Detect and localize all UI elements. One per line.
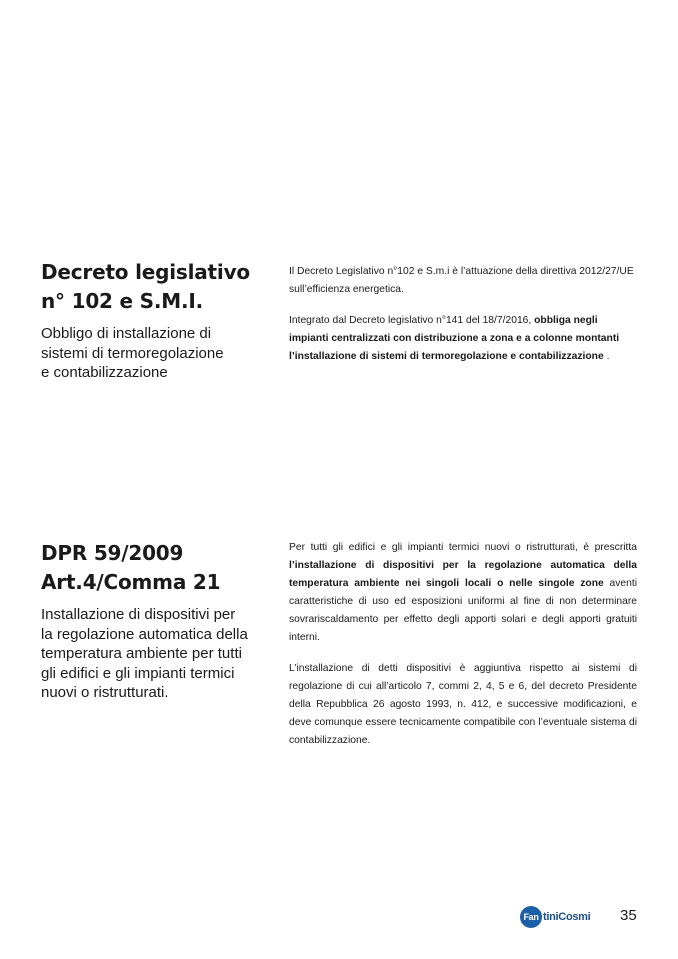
section-heading-block	[41, 258, 263, 383]
section-subtitle-line: nuovi o ristrutturati.	[41, 684, 169, 701]
section-title-line: Art.4/Comma 21	[41, 570, 221, 594]
section-subtitle-line: temperatura ambiente per tutti	[41, 645, 242, 662]
section-subtitle-line: gli edifici e gli impianti termici	[41, 664, 235, 682]
logo-mark-icon: Fan	[520, 906, 542, 928]
section-body	[289, 263, 637, 366]
section-title-line: DPR 59/2009	[41, 541, 184, 565]
section-body	[289, 539, 637, 750]
fantinicosmi-logo	[520, 906, 590, 928]
page-number: 35	[620, 907, 637, 924]
body-paragraph	[289, 539, 637, 647]
section-subtitle-line: Obbligo di installazione di	[41, 325, 212, 342]
paragraph-emphasis: obbliga negli impianti centralizzati con distribuzione a zona e a colonne montanti l’installazione di sistemi di termoregolazione e contabilizzazione	[289, 315, 620, 362]
body-paragraph: L’installazione di detti dispositivi è aggiuntiva rispetto ai sistemi di regolazione di cui all’articolo 7, commi 2, 4, 5 e 6, del decreto Presidente della Repubblica 26 agosto 1993, n. 412, e successive modificazioni, e deve comunque essere tecnicamente compatibile con l’eventuale sistema di contabilizzazione.	[289, 663, 637, 746]
paragraph-tail: .	[603, 351, 610, 362]
section-subtitle-line: Installazione di dispositivi per	[41, 606, 236, 623]
paragraph-lead: Integrato dal Decreto legislativo n°141 del 18/7/2016,	[289, 315, 535, 326]
section-subtitle	[41, 605, 263, 703]
body-paragraph: Il Decreto Legislativo n°102 e S.m.i è l’attuazione della direttiva 2012/27/UE sull’efficienza energetica.	[289, 266, 634, 295]
section-title-line: n° 102 e S.M.I.	[41, 289, 203, 313]
section-title-line: Decreto legislativo	[41, 260, 250, 284]
section-heading-block	[41, 539, 263, 703]
paragraph-tail: aventi caratteristiche di uso ed esposizioni uniformi al fine di non determinare sovrariscaldamento per effetto degli apporti solari e degli apporti gratuiti interni.	[289, 578, 637, 643]
body-paragraph	[289, 312, 637, 366]
section-subtitle-line: e contabilizzazione	[41, 364, 168, 381]
section-subtitle-line: la regolazione automatica della	[41, 625, 248, 643]
paragraph-emphasis: l’installazione di dispositivi per la regolazione automatica della temperatura ambiente nei singoli locali o nelle singole zone	[289, 560, 637, 589]
paragraph-lead: Per tutti gli edifici e gli impianti termici nuovi o ristrutturati, è prescritta	[289, 542, 637, 553]
section-title	[41, 258, 263, 316]
logo-wordmark: tiniCosmi	[543, 911, 591, 923]
section-subtitle	[41, 324, 263, 383]
section-title	[41, 539, 263, 597]
section-subtitle-line: sistemi di termoregolazione	[41, 344, 224, 362]
